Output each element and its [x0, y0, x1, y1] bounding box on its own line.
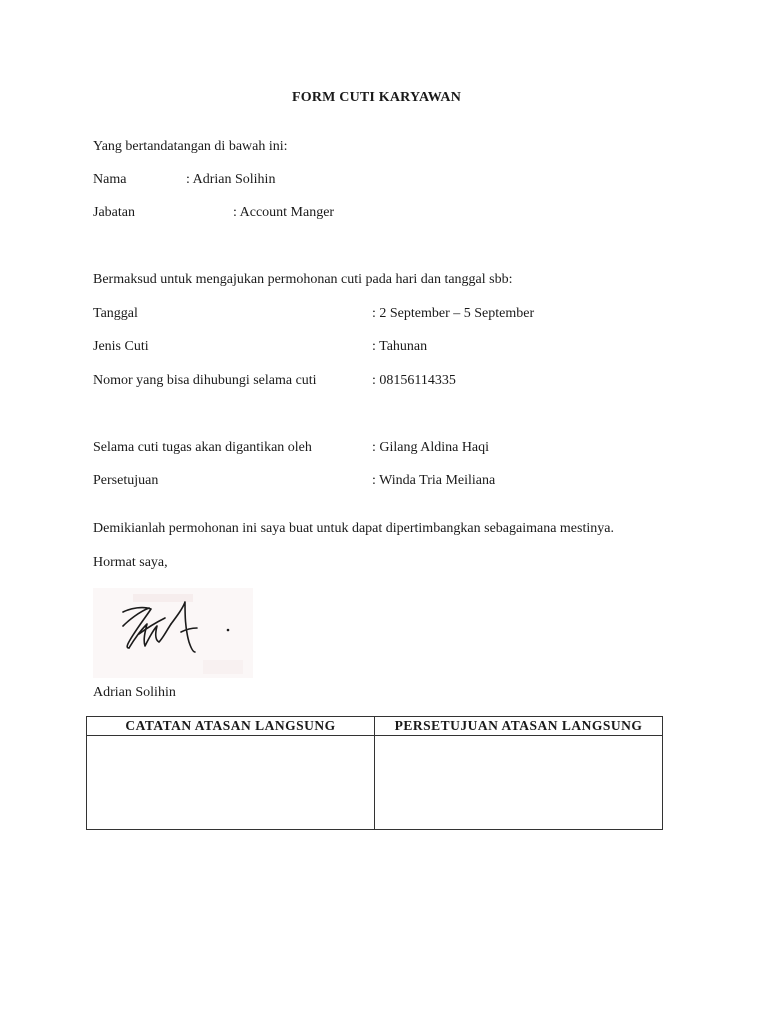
catatan-atasan-header: CATATAN ATASAN LANGSUNG — [87, 717, 375, 736]
signature-image — [93, 588, 253, 678]
closing-text: Demikianlah permohonan ini saya buat untuk dapat dipertimbangkan sebagaimana mestinya. — [93, 521, 614, 536]
persetujuan-atasan-header: PERSETUJUAN ATASAN LANGSUNG — [375, 717, 663, 736]
nomor-value: : 08156114335 — [372, 373, 456, 388]
purpose-text: Bermaksud untuk mengajukan permohonan cuti pada hari dan tanggal sbb: — [93, 272, 513, 287]
nomor-label: Nomor yang bisa dihubungi selama cuti — [93, 373, 317, 388]
nama-label: Nama — [93, 172, 127, 187]
intro-text: Yang bertandatangan di bawah ini: — [93, 139, 288, 154]
approval-table — [86, 716, 663, 830]
persetujuan-label: Persetujuan — [93, 473, 159, 488]
tanggal-label: Tanggal — [93, 306, 138, 321]
jabatan-value: : Account Manger — [233, 205, 335, 220]
pengganti-value: : Gilang Aldina Haqi — [372, 440, 490, 455]
jenis-cuti-value: : Tahunan — [372, 339, 428, 354]
nama-value: : Adrian Solihin — [186, 172, 276, 187]
jabatan-label: Jabatan — [93, 205, 135, 220]
persetujuan-atasan-cell[interactable] — [375, 736, 663, 830]
jenis-cuti-label: Jenis Cuti — [93, 339, 149, 354]
pengganti-label: Selama cuti tugas akan digantikan oleh — [93, 440, 312, 455]
catatan-atasan-cell[interactable] — [87, 736, 375, 830]
tanggal-value: : 2 September – 5 September — [372, 306, 535, 321]
regards-text: Hormat saya, — [93, 555, 168, 570]
persetujuan-value: : Winda Tria Meiliana — [372, 473, 496, 488]
form-title: FORM CUTI KARYAWAN — [292, 90, 462, 105]
signer-name: Adrian Solihin — [93, 685, 176, 700]
